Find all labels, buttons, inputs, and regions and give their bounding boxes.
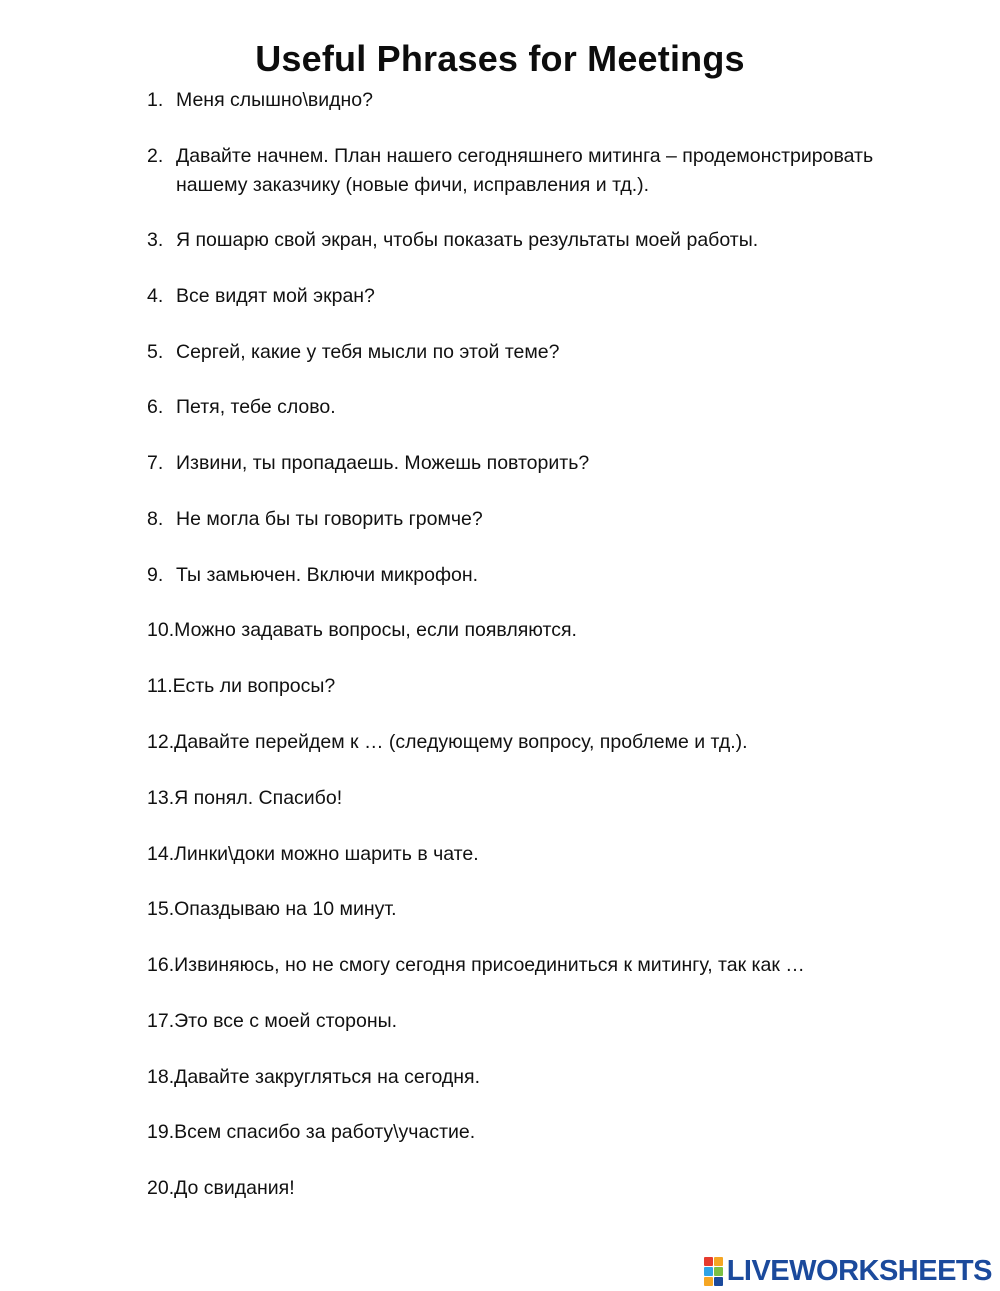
item-text: Ты замьючен. Включи микрофон. [176, 564, 479, 586]
item-text-continued: нашему заказчику (новые фичи, исправления и тд.). [176, 174, 650, 196]
item-text: Опаздываю на 10 минут. [174, 898, 397, 920]
liveworksheets-wordmark: LIVEWORKSHEETS [726, 1254, 992, 1287]
list-item [147, 951, 957, 980]
list-item [147, 1007, 957, 1036]
item-number: 18. [147, 1066, 175, 1088]
item-number: 3. [147, 229, 164, 251]
liveworksheets-logo[interactable] [704, 1254, 992, 1288]
item-text: Сергей, какие у тебя мысли по этой теме? [176, 341, 560, 363]
list-item [147, 840, 957, 869]
item-text: Петя, тебе слово. [176, 396, 336, 418]
item-number: 10. [147, 619, 175, 641]
list-item [147, 1063, 957, 1092]
item-text: Извини, ты пропадаешь. Можешь повторить? [176, 452, 590, 474]
item-text: Всем спасибо за работу\участие. [174, 1121, 476, 1143]
list-item [147, 226, 957, 255]
item-number: 5. [147, 341, 164, 363]
list-item [147, 86, 957, 115]
item-number: 1. [147, 89, 164, 111]
item-number: 20. [147, 1177, 175, 1199]
item-number: 11. [147, 675, 173, 697]
item-number: 16. [147, 954, 175, 976]
list-item [147, 728, 957, 757]
list-item [147, 895, 957, 924]
list-item [147, 1174, 957, 1203]
list-item [147, 282, 957, 311]
item-text: Я пошарю свой экран, чтобы показать результаты моей работы. [176, 229, 759, 251]
item-number: 14. [147, 843, 175, 865]
list-item [147, 449, 957, 478]
item-number: 2. [147, 145, 164, 167]
item-text: Извиняюсь, но не смогу сегодня присоединиться к митингу, так как … [174, 954, 805, 976]
list-item [147, 672, 957, 701]
item-text: До свидания! [174, 1177, 295, 1199]
item-text: Это все с моей стороны. [174, 1010, 398, 1032]
item-number: 4. [147, 285, 164, 307]
item-number: 17. [147, 1010, 175, 1032]
list-item [147, 505, 957, 534]
item-number: 6. [147, 396, 164, 418]
list-item [147, 142, 957, 200]
list-item [147, 393, 957, 422]
item-text: Давайте закругляться на сегодня. [174, 1066, 480, 1088]
item-text: Давайте начнем. План нашего сегодняшнего митинга – продемонстрировать [176, 145, 874, 167]
item-text: Есть ли вопросы? [172, 675, 336, 697]
item-text: Все видят мой экран? [176, 285, 375, 307]
item-number: 9. [147, 564, 164, 586]
item-number: 7. [147, 452, 164, 474]
liveworksheets-logo-icon [704, 1257, 723, 1286]
item-text: Я понял. Спасибо! [174, 787, 343, 809]
item-text: Не могла бы ты говорить громче? [176, 508, 483, 530]
item-text: Можно задавать вопросы, если появляются. [174, 619, 577, 641]
item-text: Меня слышно\видно? [176, 89, 373, 111]
list-item [147, 1118, 957, 1147]
list-item [147, 338, 957, 367]
item-number: 15. [147, 898, 175, 920]
item-text: Линки\доки можно шарить в чате. [174, 843, 479, 865]
list-item [147, 616, 957, 645]
page-title: Useful Phrases for Meetings [255, 38, 745, 79]
item-number: 8. [147, 508, 164, 530]
item-text: Давайте перейдем к … (следующему вопросу, проблеме и тд.). [174, 731, 748, 753]
item-number: 19. [147, 1121, 175, 1143]
item-number: 13. [147, 787, 175, 809]
list-item [147, 784, 957, 813]
item-number: 12. [147, 731, 175, 753]
list-item [147, 561, 957, 590]
